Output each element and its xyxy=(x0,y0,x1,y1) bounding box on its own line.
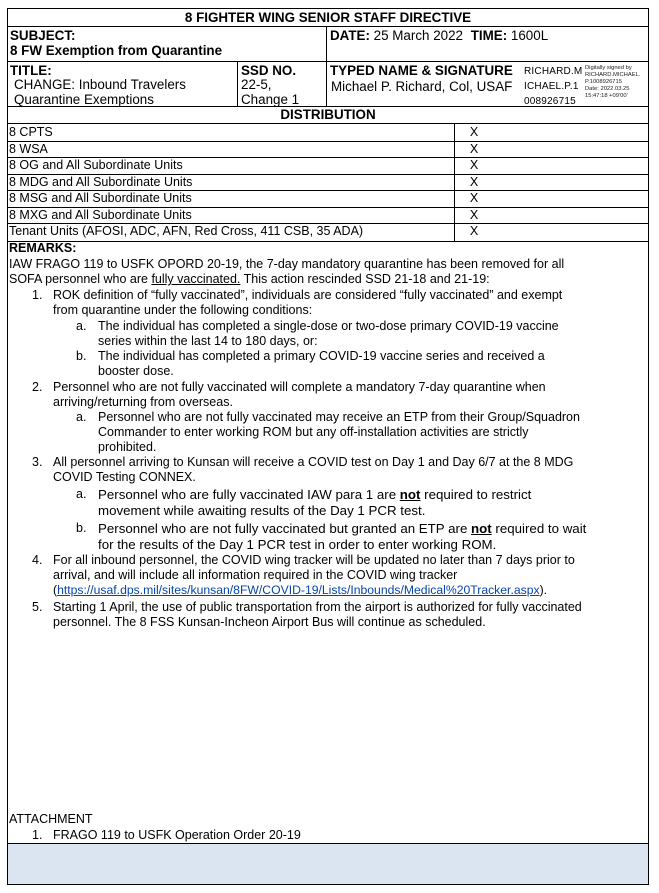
para-line xyxy=(98,487,531,503)
ssd-line-1: 22-5, xyxy=(241,77,272,92)
para-line xyxy=(53,583,575,598)
para-line: Personnel who are not fully vaccinated may receive an ETP from their Group/Squadron xyxy=(98,410,580,424)
para-line: The individual has completed a primary COVID-19 vaccine series and received a xyxy=(98,349,545,363)
para-2a-letter: a. xyxy=(76,410,87,424)
divider xyxy=(326,26,327,61)
para-line: COVID Testing CONNEX. xyxy=(53,470,196,485)
para-2-number: 2. xyxy=(32,380,43,394)
para-text: required to restrict xyxy=(420,487,532,502)
distribution-row xyxy=(8,223,648,240)
para-line: from quarantine under the following conditions: xyxy=(53,303,313,318)
emphasis-not: not xyxy=(399,487,421,502)
distribution-mark: X xyxy=(469,141,479,156)
distribution-mark: X xyxy=(469,125,479,139)
title-line-1: CHANGE: Inbound Travelers xyxy=(14,77,186,92)
sig-detail-4: Date: 2022.03.25 xyxy=(585,86,630,92)
ssd-label: SSD NO. xyxy=(241,63,297,78)
attachment-number: 1. xyxy=(32,828,43,842)
signer-name: Michael P. Richard, Col, USAF xyxy=(331,79,513,94)
sig-detail-3: P.1008926715 xyxy=(585,79,622,85)
date-value: 25 March 2022 xyxy=(373,28,463,43)
para-3a-letter: a. xyxy=(76,487,87,501)
para-line: ROK definition of “fully vaccinated”, individuals are considered “fully vaccinated” and exempt xyxy=(53,288,563,302)
para-4 xyxy=(53,553,575,599)
para-line: arriving/returning from overseas. xyxy=(53,395,233,410)
remarks-intro-line-2 xyxy=(9,272,564,287)
distribution-row xyxy=(8,190,648,207)
intro-text: This action rescinded SSD 21-18 and 21-19: xyxy=(240,272,490,287)
ssd-line-2: Change 1 xyxy=(241,92,300,107)
distribution-heading: DISTRIBUTION xyxy=(280,107,376,122)
distribution-unit: 8 OG and All Subordinate Units xyxy=(9,158,183,172)
sig-detail-5: 15:47:18 +09'00' xyxy=(585,93,628,99)
para-text: Personnel who are fully vaccinated IAW para 1 are xyxy=(98,487,400,502)
distribution-unit: 8 WSA xyxy=(9,141,48,156)
para-line: booster dose. xyxy=(98,364,174,379)
distribution-unit: 8 CPTS xyxy=(9,125,53,139)
para-text: ( xyxy=(53,583,58,598)
intro-text: SOFA personnel who are xyxy=(9,272,152,287)
distribution-row xyxy=(8,207,648,224)
distribution-mark: X xyxy=(469,158,479,172)
divider xyxy=(326,61,327,106)
divider xyxy=(8,61,648,62)
remarks-intro-line-1: IAW FRAGO 119 to USFK OPORD 20-19, the 7-day mandatory quarantine has been removed for all xyxy=(9,257,565,271)
attachment-heading: ATTACHMENT xyxy=(9,812,93,826)
para-line: For all inbound personnel, the COVID wing tracker will be updated no later than 7 days prior to xyxy=(53,553,575,567)
para-text: Personnel who are not fully vaccinated but granted an ETP are xyxy=(98,521,472,536)
distribution-unit: 8 MXG and All Subordinate Units xyxy=(9,207,192,222)
sig-detail-2: RICHARD.MICHAEL. xyxy=(585,72,641,78)
remarks-intro xyxy=(9,257,564,287)
distribution-unit: 8 MDG and All Subordinate Units xyxy=(9,174,193,189)
para-5-number: 5. xyxy=(32,600,43,614)
subject-value: 8 FW Exemption from Quarantine xyxy=(10,43,223,58)
divider xyxy=(237,61,238,106)
para-3 xyxy=(53,455,573,485)
divider xyxy=(8,241,648,242)
para-line: personnel. The 8 FSS Kunsan-Incheon Airport Bus will continue as scheduled. xyxy=(53,615,486,630)
attachment-item: FRAGO 119 to USFK Operation Order 20-19 xyxy=(53,828,301,842)
distribution-mark: X xyxy=(469,174,479,189)
time-label: TIME: xyxy=(470,28,508,43)
para-2 xyxy=(53,380,546,410)
para-1-number: 1. xyxy=(32,288,43,302)
remarks-heading: REMARKS: xyxy=(9,241,77,255)
distribution-row xyxy=(8,124,648,141)
directive-form xyxy=(7,8,649,885)
para-text: required to wait xyxy=(491,521,587,536)
para-2a xyxy=(98,410,580,456)
distribution-mark: X xyxy=(469,224,479,238)
para-line: arrival, and will include all information required in the COVID wing tracker xyxy=(53,568,458,583)
date-field xyxy=(330,28,548,44)
para-line: Starting 1 April, the use of public transportation from the airport is authorized for fully vaccinated xyxy=(53,600,582,614)
intro-underlined: fully vaccinated. xyxy=(151,272,241,287)
form-title: 8 FIGHTER WING SENIOR STAFF DIRECTIVE xyxy=(184,10,472,25)
signature-id-line-3: 008926715 xyxy=(524,96,576,107)
para-4-number: 4. xyxy=(32,553,43,567)
title-line-2: Quarantine Exemptions xyxy=(14,92,154,107)
footer-shaded-area xyxy=(8,843,648,884)
distribution-row xyxy=(8,141,648,158)
title-label: TITLE: xyxy=(10,63,52,78)
para-line: movement while awaiting results of the Day 1 PCR test. xyxy=(98,503,426,518)
digital-signature xyxy=(524,65,582,108)
para-5 xyxy=(53,600,582,630)
para-3b-letter: b. xyxy=(76,521,87,535)
para-1a-letter: a. xyxy=(76,319,87,333)
para-line: for the results of the Day 1 PCR test in order to enter working ROM. xyxy=(98,537,497,552)
sig-detail-1: Digitally signed by xyxy=(585,65,632,71)
distribution-unit: 8 MSG and All Subordinate Units xyxy=(9,191,192,205)
date-label: DATE: xyxy=(330,28,370,43)
para-3b xyxy=(98,521,586,553)
distribution-table xyxy=(8,124,648,241)
time-value: 1600L xyxy=(510,28,549,43)
para-3a xyxy=(98,487,531,519)
para-1 xyxy=(53,288,562,318)
signature-id-line-1: RICHARD.M xyxy=(524,66,583,77)
para-text: ). xyxy=(539,583,548,598)
distribution-mark: X xyxy=(469,207,479,222)
emphasis-not: not xyxy=(471,521,492,536)
para-line: prohibited. xyxy=(98,440,157,455)
distribution-row xyxy=(8,157,648,174)
para-line: series within the last 14 to 180 days, or: xyxy=(98,334,318,349)
para-line: Personnel who are not fully vaccinated will complete a mandatory 7-day quarantine when xyxy=(53,380,546,394)
para-line: The individual has completed a single-dose or two-dose primary COVID-19 vaccine xyxy=(98,319,559,333)
para-1a xyxy=(98,319,559,349)
distribution-row xyxy=(8,174,648,191)
para-1b-letter: b. xyxy=(76,349,87,363)
signature-id-line-2: ICHAEL.P.1 xyxy=(524,81,579,92)
para-1b xyxy=(98,349,545,379)
para-3-number: 3. xyxy=(32,455,43,469)
subject-label: SUBJECT: xyxy=(10,28,76,43)
para-line: Commander to enter working ROM but any off-installation activities are strictly xyxy=(98,425,529,440)
para-line: All personnel arriving to Kunsan will receive a COVID test on Day 1 and Day 6/7 at the 8 MDG xyxy=(53,455,574,469)
para-line xyxy=(98,521,586,537)
distribution-unit: Tenant Units (AFOSI, ADC, AFN, Red Cross, 411 CSB, 35 ADA) xyxy=(9,224,364,238)
digital-signature-details xyxy=(585,65,640,100)
divider xyxy=(8,26,648,27)
tracker-link[interactable]: https://usaf.dps.mil/sites/kunsan/8FW/COVID-19/Lists/Inbounds/Medical%20Tracker.aspx xyxy=(57,583,540,598)
distribution-mark: X xyxy=(469,191,479,205)
signature-label: TYPED NAME & SIGNATURE xyxy=(330,63,513,78)
